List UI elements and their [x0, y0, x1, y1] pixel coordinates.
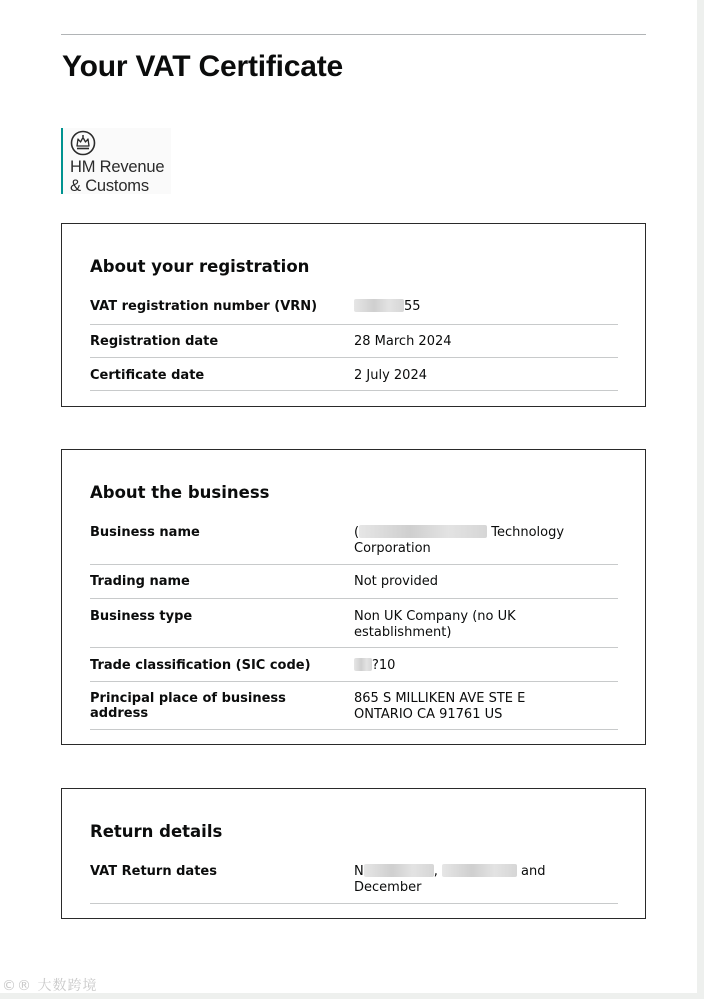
business-name-visible: Technology Corporation — [354, 525, 565, 556]
redacted-block — [359, 525, 487, 538]
business-type-value: Non UK Company (no UK establishment) — [354, 609, 516, 640]
business-type-label: Business type — [90, 609, 193, 624]
table-row — [90, 864, 618, 904]
sic-code-label: Trade classification (SIC code) — [90, 658, 311, 673]
redacted-block — [364, 864, 434, 877]
logo-text-line2: & Customs — [70, 177, 149, 195]
return-details-section — [61, 788, 646, 919]
royal-crest-icon — [70, 130, 96, 156]
address-label: Principal place of business address — [90, 691, 286, 721]
table-row — [90, 574, 618, 599]
vat-return-dates-label: VAT Return dates — [90, 864, 217, 879]
page-title: Your VAT Certificate — [62, 50, 344, 83]
top-divider — [61, 34, 646, 35]
business-name-prefix: ( — [354, 525, 360, 540]
table-row — [90, 334, 618, 358]
certificate-date-value: 2 July 2024 — [354, 368, 427, 383]
sic-code-visible: ?10 — [372, 658, 396, 673]
vrn-value — [354, 299, 584, 315]
logo-text-line1: HM Revenue — [70, 158, 165, 176]
table-row — [90, 609, 618, 648]
vrn-visible-digits: 55 — [404, 299, 421, 314]
registration-section — [61, 223, 646, 407]
registration-date-value: 28 March 2024 — [354, 334, 452, 349]
table-row — [90, 691, 618, 730]
return-dates-visible: and December — [354, 864, 546, 895]
return-dates-comma: , — [433, 864, 438, 879]
trading-name-value: Not provided — [354, 574, 438, 589]
table-row — [90, 368, 618, 391]
return-dates-prefix: N — [354, 864, 364, 879]
vat-return-dates-value — [354, 864, 584, 895]
business-name-value — [354, 525, 584, 556]
watermark: ©® 大数跨境 — [2, 978, 98, 994]
address-value: 865 S MILLIKEN AVE STE E ONTARIO CA 91761 US — [354, 691, 526, 722]
registration-date-label: Registration date — [90, 334, 219, 349]
business-section — [61, 449, 646, 745]
vrn-label: VAT registration number (VRN) — [90, 299, 318, 314]
trading-name-label: Trading name — [90, 574, 190, 589]
certificate-date-label: Certificate date — [90, 368, 205, 383]
hmrc-logo — [61, 128, 171, 194]
table-row — [90, 299, 618, 325]
table-row — [90, 525, 618, 565]
registration-heading: About your registration — [90, 257, 310, 276]
redacted-block — [354, 658, 372, 671]
sic-code-value — [354, 658, 584, 674]
business-heading: About the business — [90, 483, 270, 502]
table-row — [90, 658, 618, 682]
return-details-heading: Return details — [90, 822, 223, 841]
redacted-block — [442, 864, 517, 877]
redacted-block — [354, 299, 404, 312]
business-name-label: Business name — [90, 525, 200, 540]
